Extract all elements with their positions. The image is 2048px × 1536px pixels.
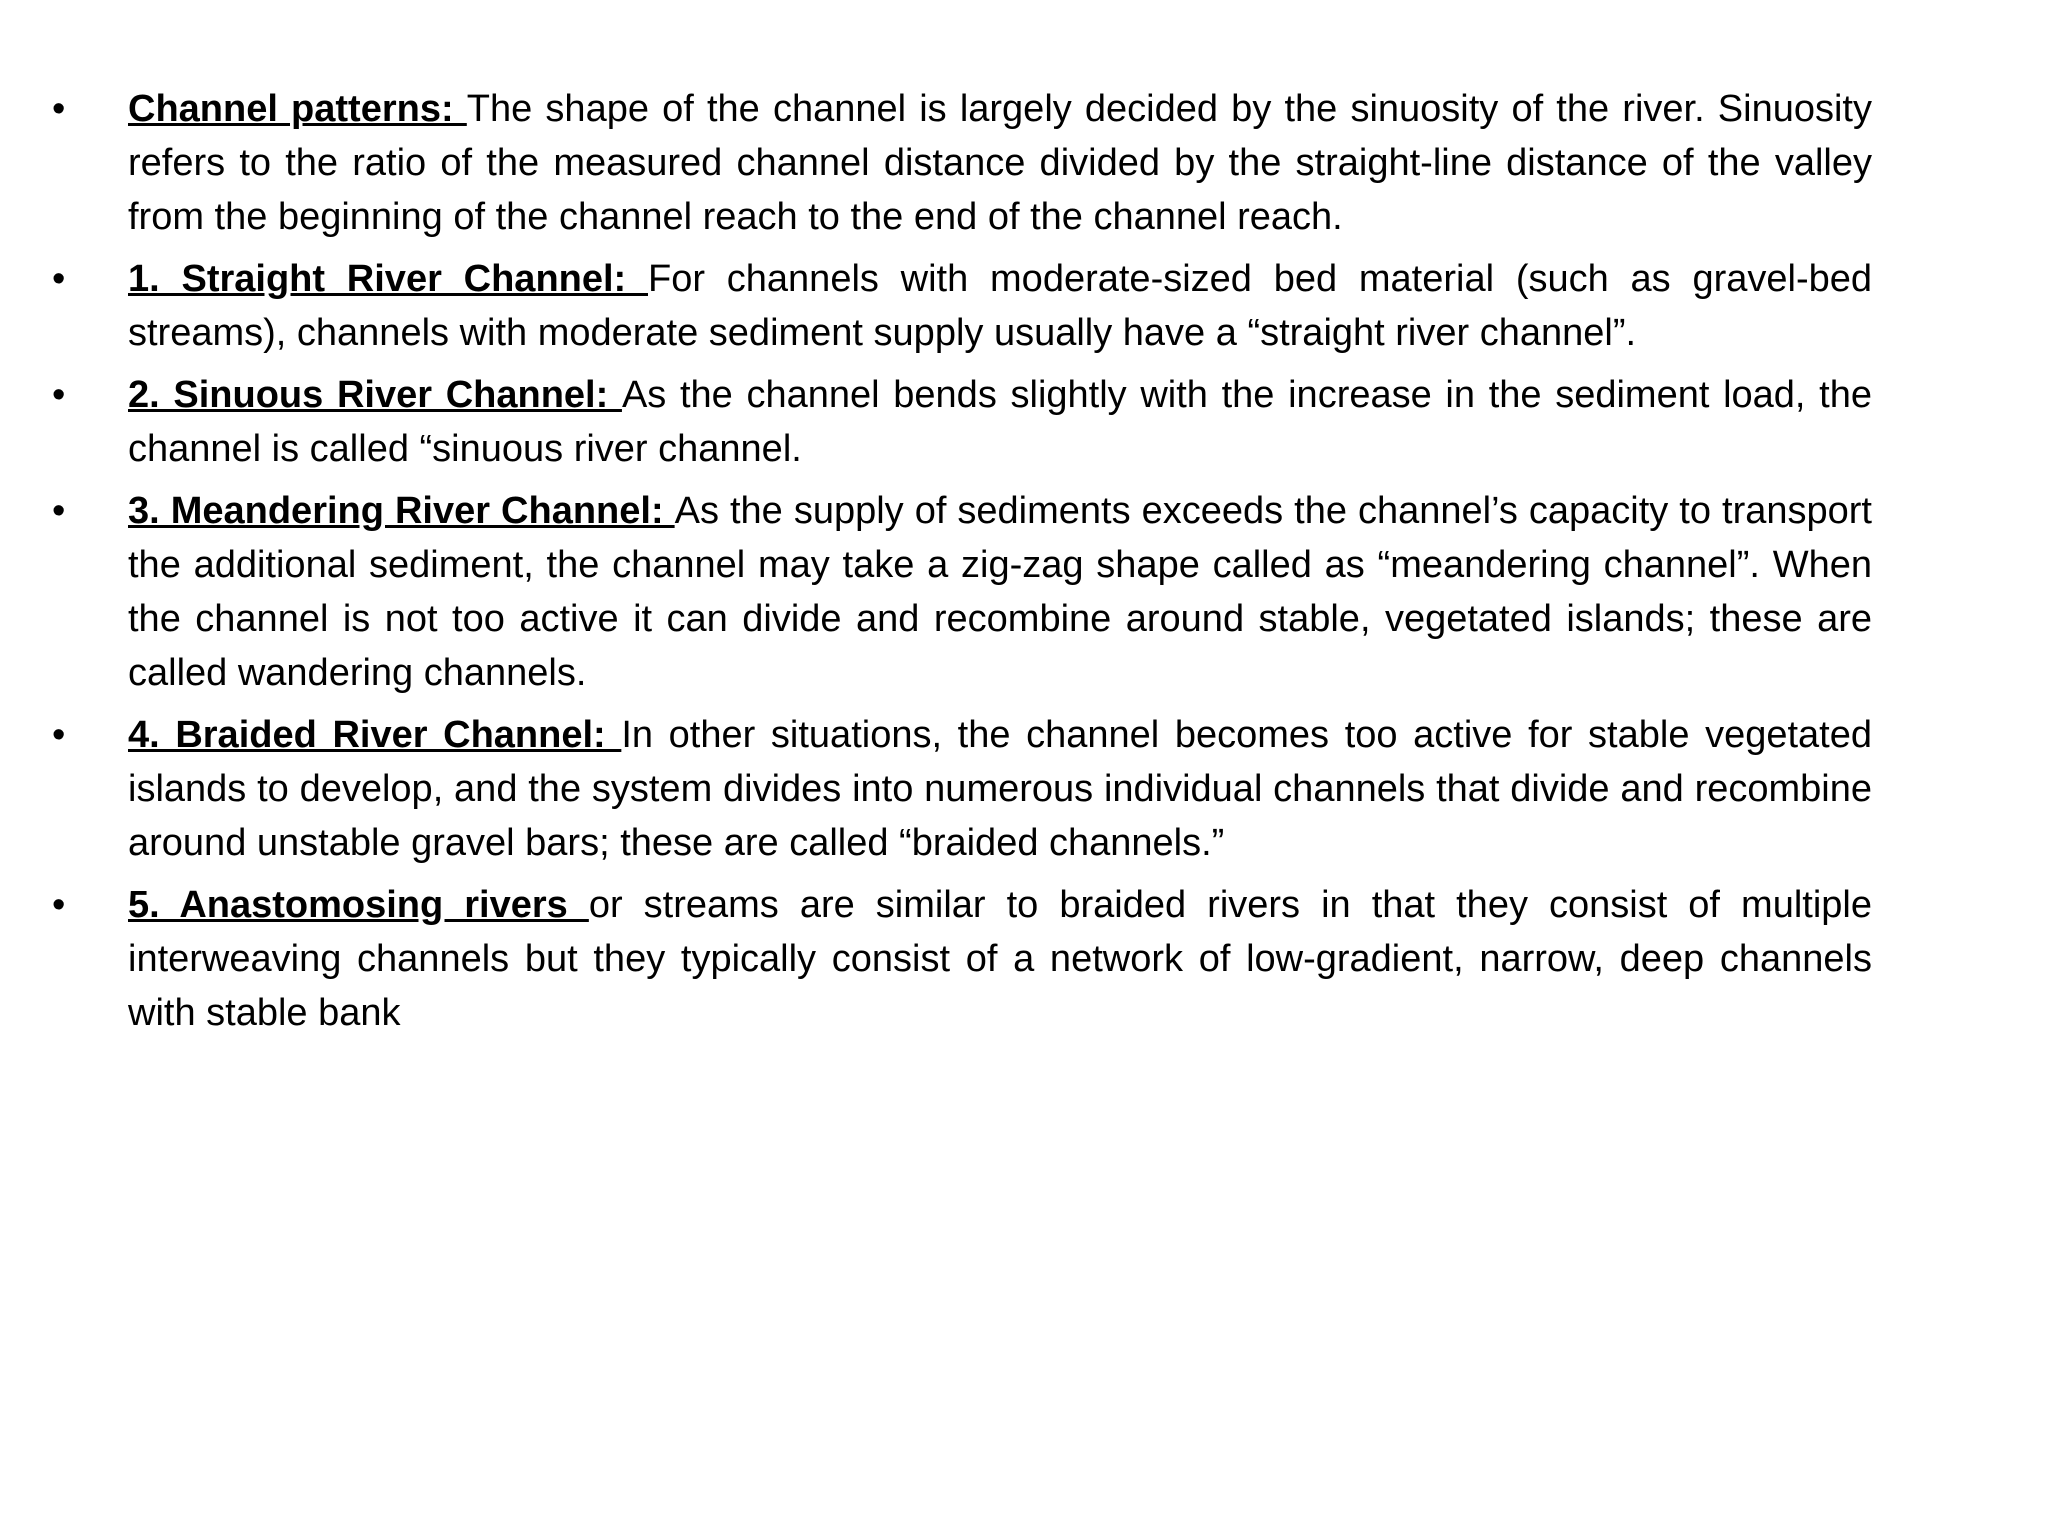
bullet-dot-icon: • bbox=[52, 490, 66, 532]
bullet-dot-icon: • bbox=[52, 374, 66, 416]
bullet-heading: Channel patterns: bbox=[128, 88, 467, 130]
bullet-list bbox=[52, 82, 1872, 1048]
bullet-heading: 1. Straight River Channel: bbox=[128, 258, 648, 300]
bullet-anastomosing-rivers bbox=[52, 878, 1872, 1040]
bullet-heading: 3. Meandering River Channel: bbox=[128, 490, 675, 532]
bullet-channel-patterns bbox=[52, 82, 1872, 244]
bullet-dot-icon: • bbox=[52, 714, 66, 756]
bullet-dot-icon: • bbox=[52, 258, 66, 300]
bullet-meandering-river-channel bbox=[52, 484, 1872, 700]
bullet-braided-river-channel bbox=[52, 708, 1872, 870]
bullet-text: As the supply of sediments exceeds the channel’s capacity to transport the additional sediment, the channel may take a zig-zag shape called as “meandering channel”. When the channel is not too active it can divide and recombine around stable, vegetated islands; these are called wandering channels. bbox=[128, 490, 1872, 694]
bullet-sinuous-river-channel bbox=[52, 368, 1872, 476]
bullet-straight-river-channel bbox=[52, 252, 1872, 360]
bullet-text: As the channel bends slightly with the increase in the sediment load, the channel is called “sinuous river channel. bbox=[128, 374, 1872, 470]
bullet-dot-icon: • bbox=[52, 884, 66, 926]
bullet-text: For channels with moderate-sized bed material (such as gravel-bed streams), channels with moderate sediment supply usually have a “straight river channel”. bbox=[128, 258, 1873, 354]
bullet-dot-icon: • bbox=[52, 88, 66, 130]
bullet-heading: 4. Braided River Channel: bbox=[128, 714, 622, 756]
bullet-heading: 5. Anastomosing rivers bbox=[128, 884, 589, 926]
bullet-heading: 2. Sinuous River Channel: bbox=[128, 374, 622, 416]
bullet-text: or streams are similar to braided rivers in that they consist of multiple interweaving channels but they typically consist of a network of low-gradient, narrow, deep channels with stable bank bbox=[128, 884, 1872, 1034]
bullet-text: In other situations, the channel becomes too active for stable vegetated islands to develop, and the system divides into numerous individual channels that divide and recombine around unstable gravel bars; these are called “braided channels.” bbox=[128, 714, 1873, 864]
bullet-text: The shape of the channel is largely decided by the sinuosity of the river. Sinuosity refers to the ratio of the measured channel distance divided by the straight-line distance of the valley from the beginning of the channel reach to the end of the channel reach. bbox=[128, 88, 1872, 238]
